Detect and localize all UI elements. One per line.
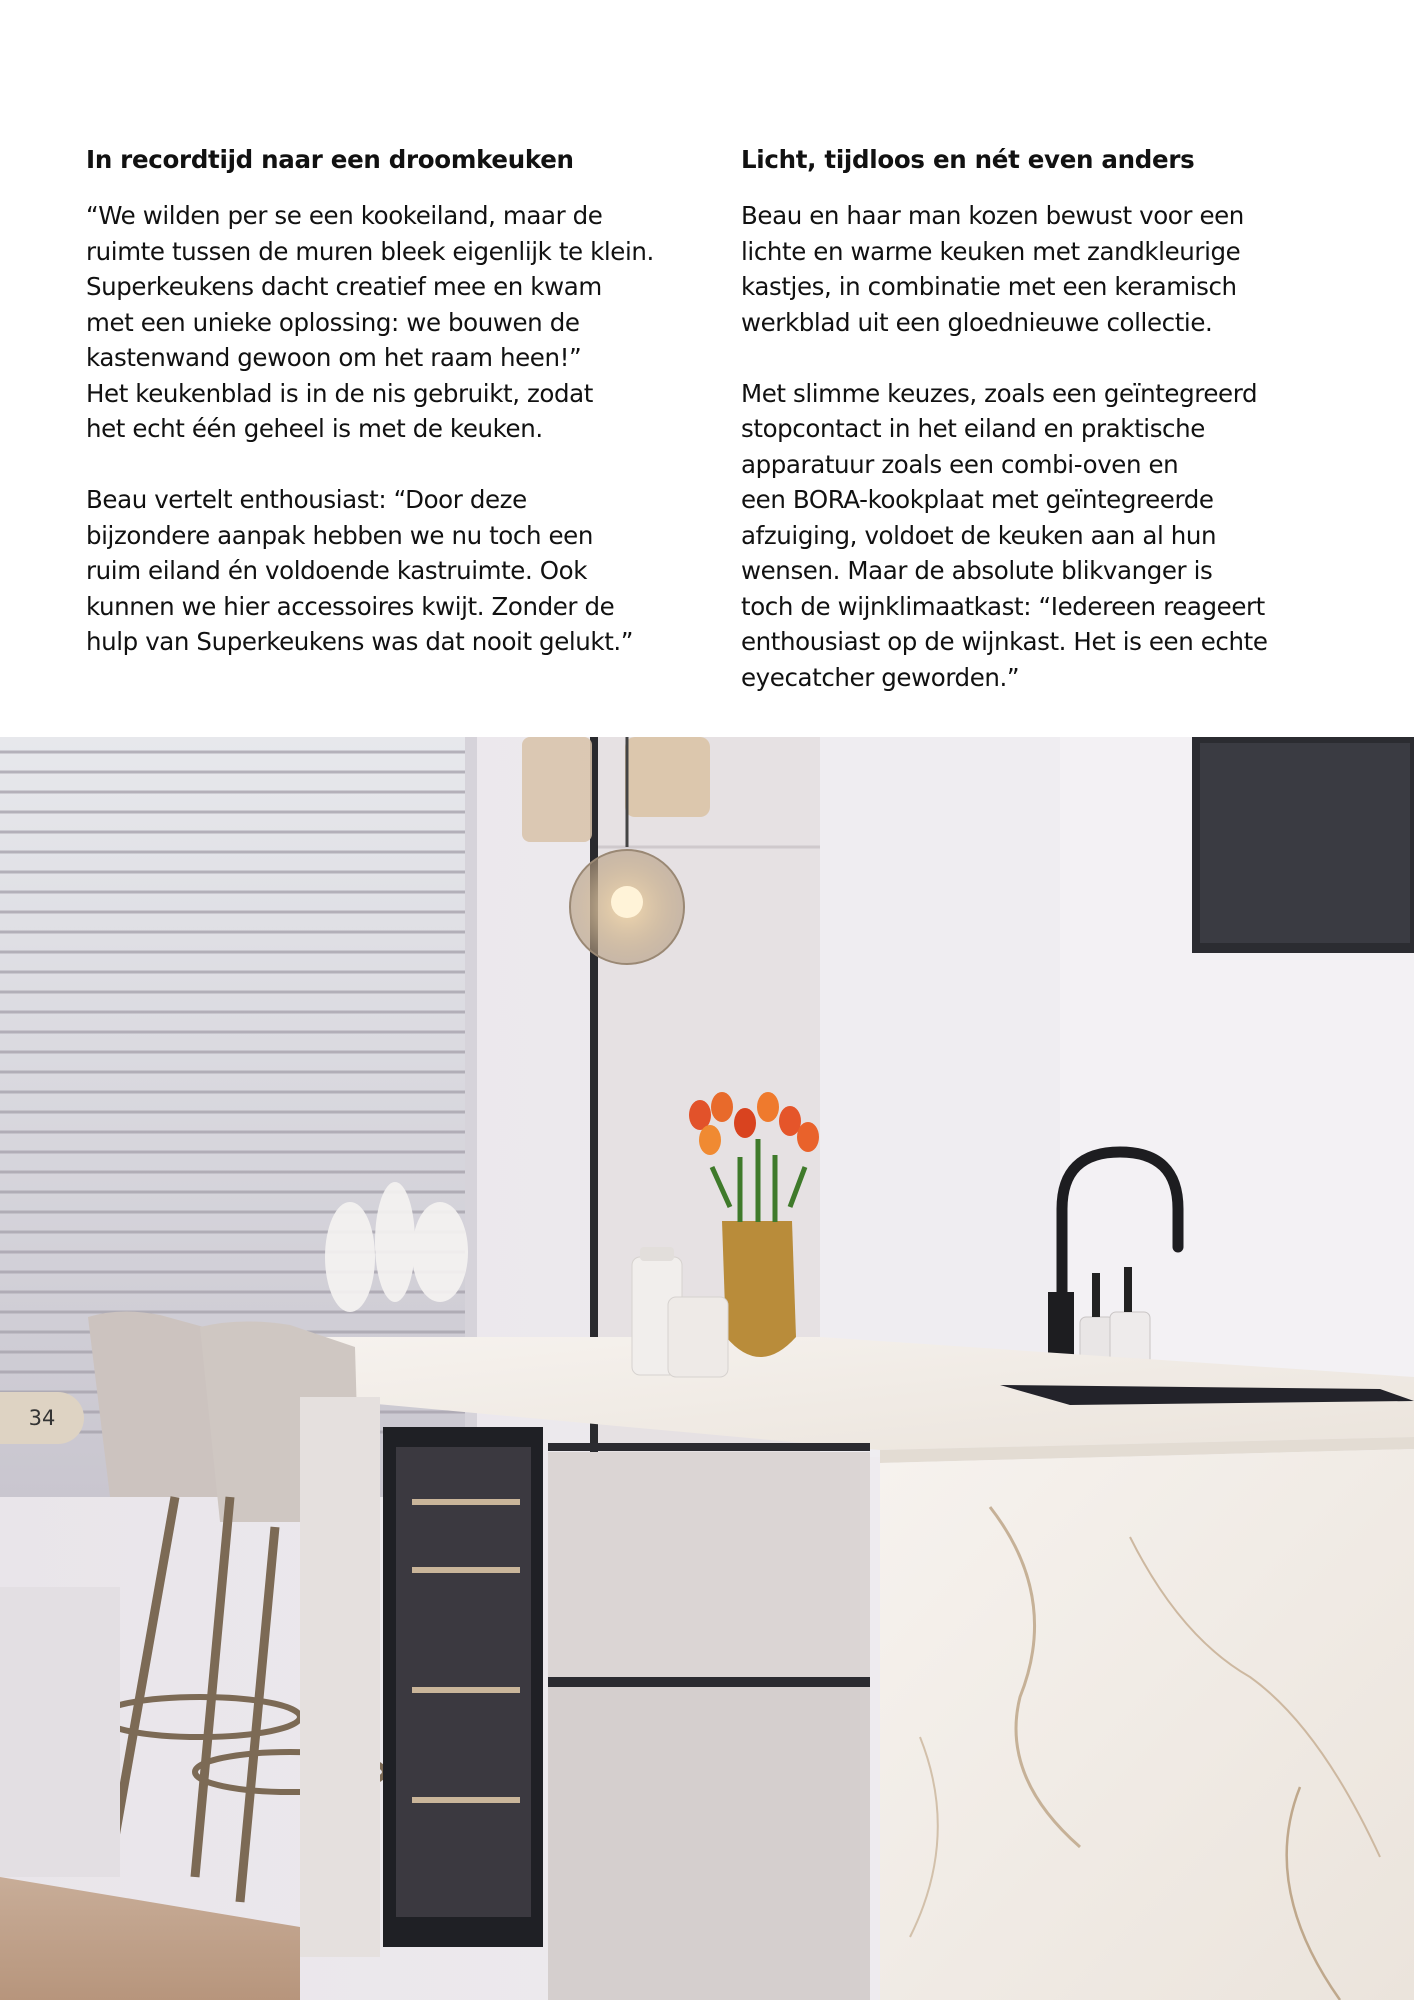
- text-line: werkblad uit een gloednieuwe collectie.: [741, 307, 1213, 337]
- right-column: [741, 143, 1341, 695]
- text-line: bijzondere aanpak hebben we nu toch een: [86, 520, 593, 550]
- text-line: kastenwand gewoon om het raam heen!”: [86, 343, 582, 372]
- text-line: Superkeukens dacht creatief mee en kwam: [86, 272, 602, 301]
- text-line: eyecatcher geworden.”: [741, 662, 1020, 692]
- left-heading: In recordtijd naar een droomkeuken: [86, 145, 574, 174]
- page-number: 34: [28, 1406, 56, 1430]
- text-line: wensen. Maar de absolute blikvanger is: [741, 556, 1213, 585]
- text-line: toch de wijnklimaatkast: “Iedereen reageert: [741, 591, 1265, 621]
- text-line: een BORA-kookplaat met geïntegreerde: [741, 485, 1214, 514]
- right-heading: Licht, tijdloos en nét even anders: [741, 145, 1195, 174]
- text-line: hulp van Superkeukens was dat nooit gelukt.”: [86, 627, 634, 656]
- text-line: afzuiging, voldoet de keuken aan al hun: [741, 520, 1217, 550]
- right-paragraph-1: [741, 198, 1341, 340]
- left-paragraph-2: [86, 482, 686, 660]
- text-line: Met slimme keuzes, zoals een geïntegreerd: [741, 378, 1258, 408]
- text-line: lichte en warme keuken met zandkleurige: [741, 236, 1241, 266]
- page-number-tab: [0, 1392, 84, 1444]
- text-line: kastjes, in combinatie met een keramisch: [741, 272, 1237, 301]
- text-line: het echt één geheel is met de keuken.: [86, 414, 543, 443]
- text-line: enthousiast op de wijnkast. Het is een echte: [741, 627, 1268, 656]
- island-back-panel: [300, 1397, 380, 1957]
- text-line: Het keukenblad is in de nis gebruikt, zodat: [86, 378, 593, 408]
- text-line: ruimte tussen de muren bleek eigenlijk te klein.: [86, 236, 654, 266]
- island-drawers: [548, 1447, 870, 2000]
- text-line: “We wilden per se een kookeiland, maar de: [86, 201, 603, 230]
- text-line: met een unieke oplossing: we bouwen de: [86, 307, 580, 337]
- text-line: apparatuur zoals een combi-oven en: [741, 449, 1179, 479]
- marble-island-side: [880, 1449, 1414, 2000]
- left-paragraph-1: [86, 198, 686, 447]
- wine-fridge: [383, 1427, 543, 1947]
- text-line: stopcontact in het eiland en praktische: [741, 414, 1205, 443]
- text-line: Beau en haar man kozen bewust voor een: [741, 201, 1244, 230]
- kitchen-photo: [0, 737, 1414, 2000]
- left-column: [86, 143, 686, 660]
- right-paragraph-2: [741, 376, 1341, 696]
- text-line: ruim eiland én voldoende kastruimte. Ook: [86, 556, 588, 585]
- text-line: Beau vertelt enthousiast: “Door deze: [86, 485, 527, 514]
- text-line: kunnen we hier accessoires kwijt. Zonder de: [86, 591, 615, 621]
